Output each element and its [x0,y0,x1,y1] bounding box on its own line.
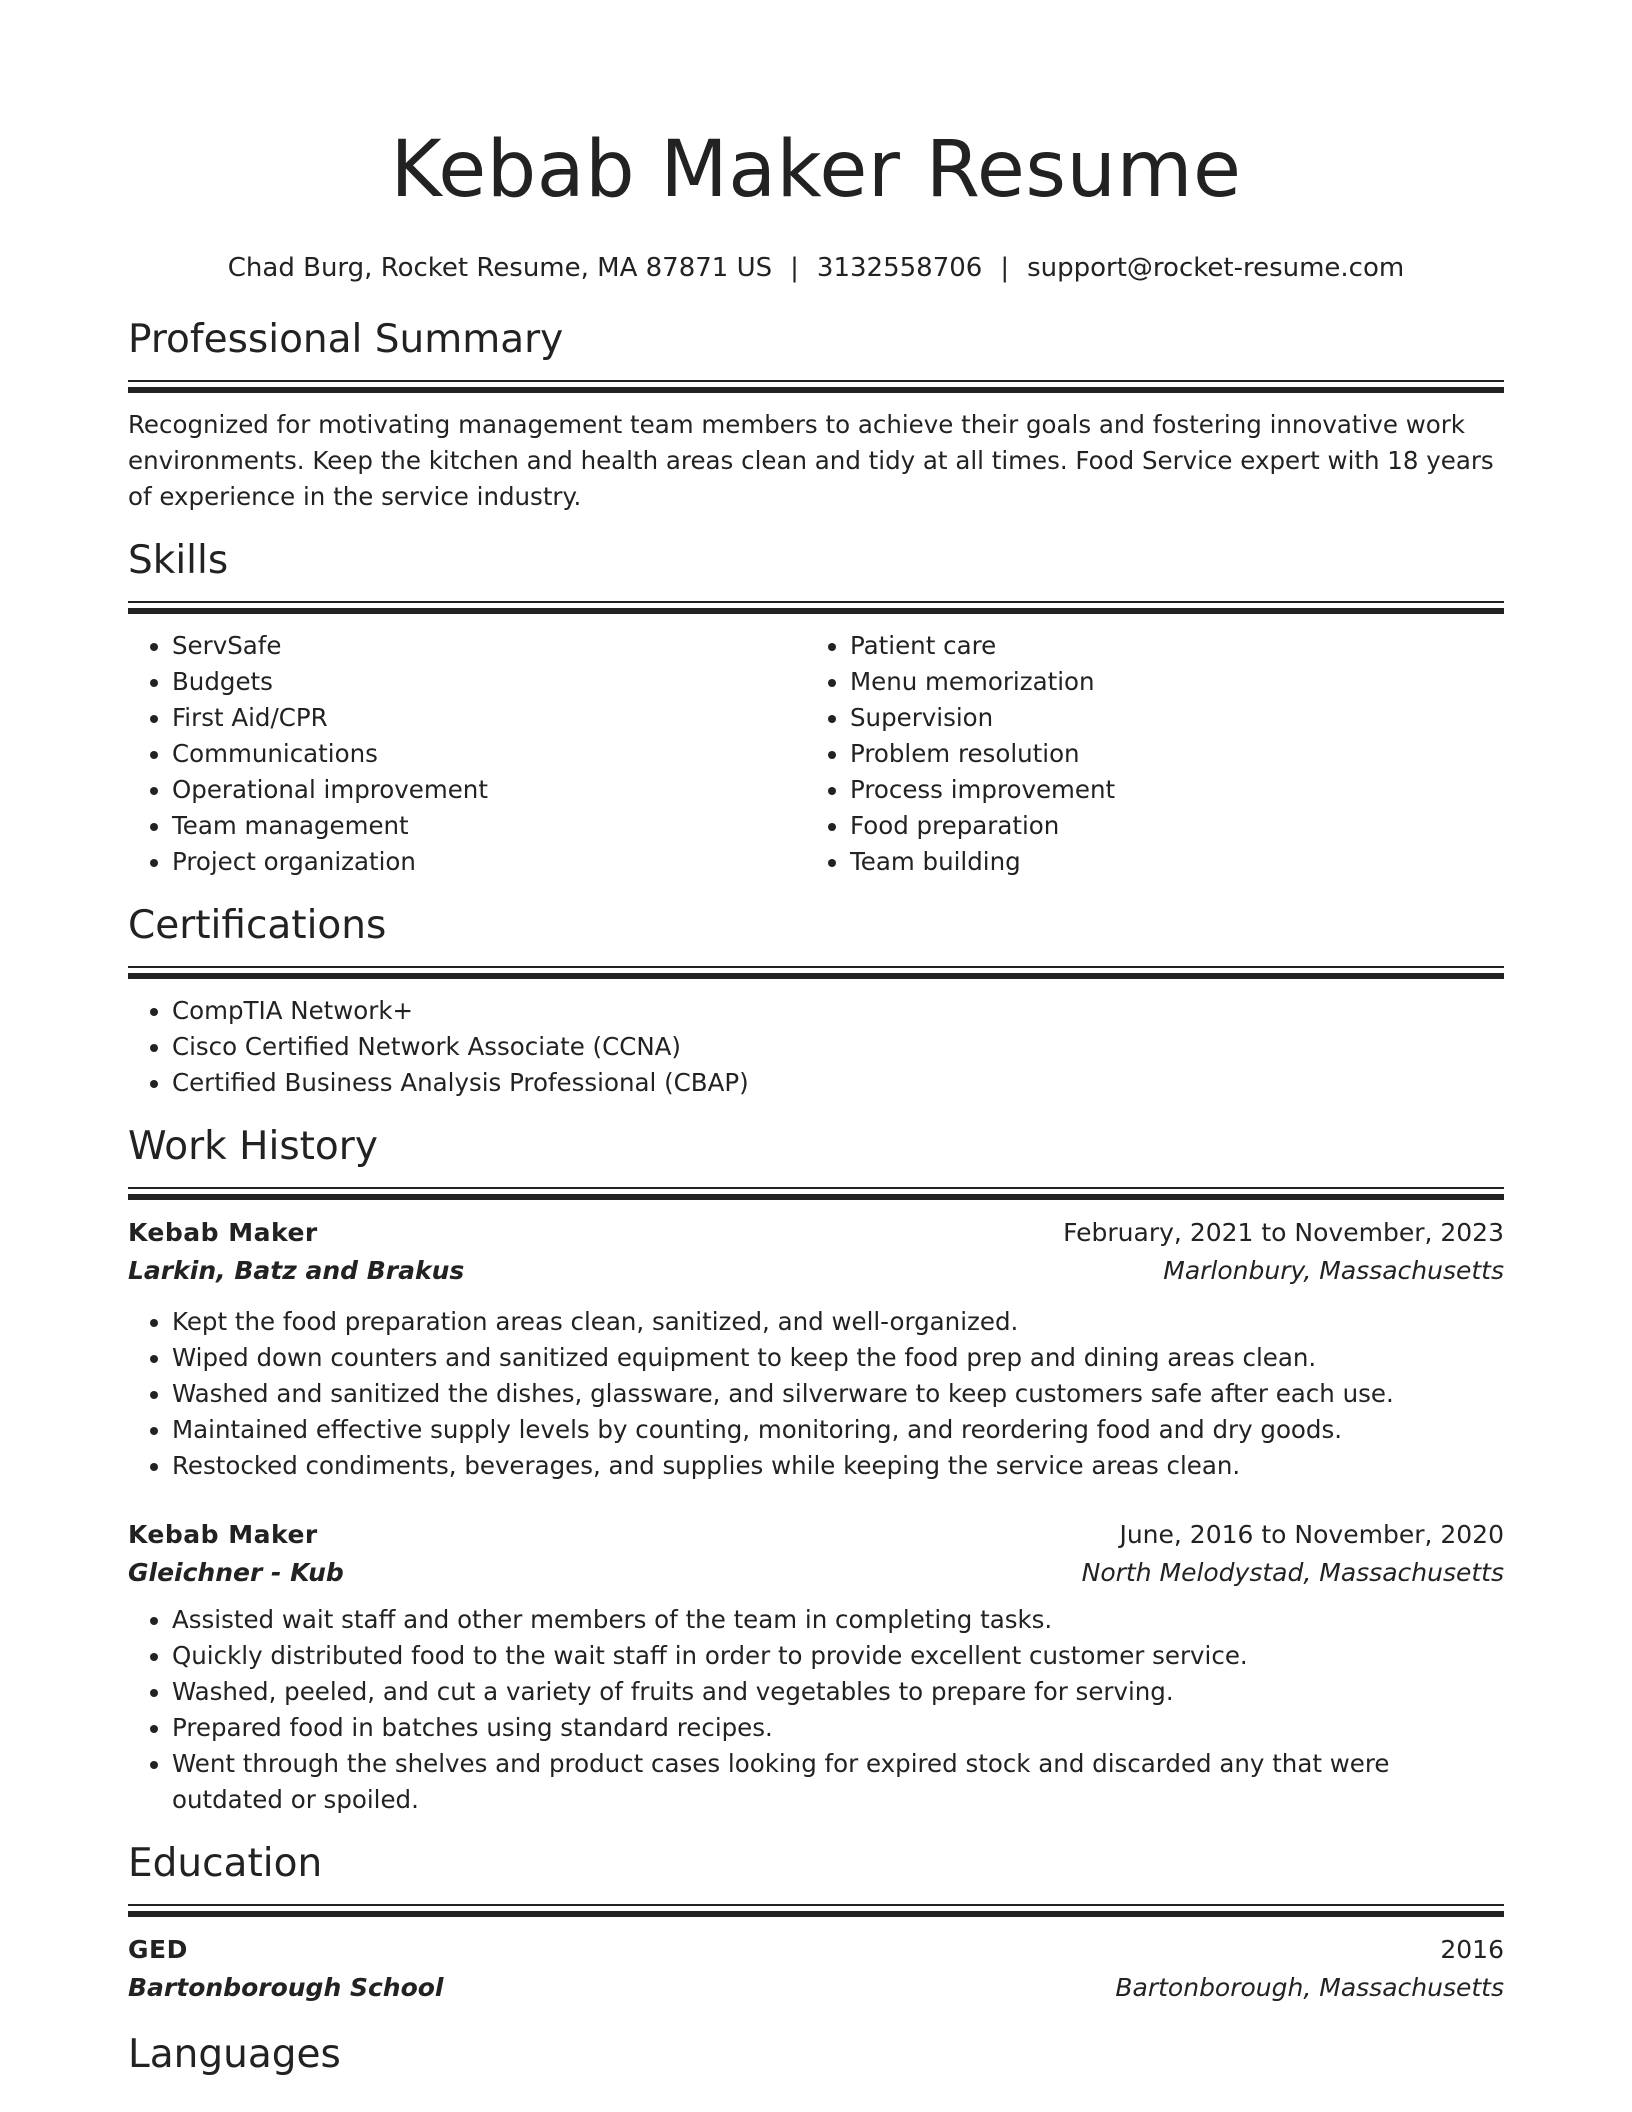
education-school-row [128,1969,1504,2007]
contact-phone: 3132558706 [816,253,983,283]
list-item: • Washed, peeled, and cut a variety of fruits and vegetables to prepare for serving. [172,1674,1504,1710]
list-item: • Prepared food in batches using standard recipes. [172,1710,1504,1746]
list-item: • Food preparation [850,808,1484,844]
job-title: Kebab Maker [128,1218,318,1247]
certifications-list [128,993,1504,1101]
section-divider [128,601,1504,614]
work-history-heading: Work History [128,1124,378,1169]
list-item: • Assisted wait staff and other members of the team in completing tasks. [172,1602,1504,1638]
list-item: • Restocked condiments, beverages, and supplies while keeping the service areas clean. [172,1448,1504,1484]
languages-section [128,2029,1504,2081]
section-divider [128,380,1504,393]
list-item: • Maintained effective supply levels by counting, monitoring, and reordering food and dry goods. [172,1412,1504,1448]
list-item: • Patient care [850,628,1484,664]
contact-separator: | [790,253,799,283]
education-school: Bartonborough School [128,1973,444,2002]
education-section [128,1838,1504,2007]
list-item: • Menu memorization [850,664,1484,700]
list-item: • Process improvement [850,772,1484,808]
list-item: • ServSafe [172,628,806,664]
education-location: Bartonborough, Massachusetts [1115,1973,1504,2002]
job-company-row [128,1554,1504,1592]
summary-text: Recognized for motivating management team members to achieve their goals and fostering innovative work environments. Keep the kitchen and health areas clean and tidy at all times. Food Service expert with 18 years of experience in the service industry. [128,410,1494,511]
skills-section [128,535,1504,880]
list-item: • Communications [172,736,806,772]
job-company: Gleichner - Kub [128,1558,344,1587]
work-history-section [128,1121,1504,1818]
list-item: • CompTIA Network+ [172,993,1504,1029]
list-item: • Kept the food preparation areas clean, sanitized, and well-organized. [172,1304,1504,1340]
job-duties-list [128,1304,1504,1484]
list-item: • Washed and sanitized the dishes, glassware, and silverware to keep customers safe after each use. [172,1376,1504,1412]
education-entry [128,1931,1504,2007]
skills-left-list [128,628,806,880]
job-entry [128,1516,1504,1818]
list-item: • Cisco Certified Network Associate (CCNA) [172,1029,1504,1065]
languages-heading: Languages [128,2032,341,2077]
list-item: • Wiped down counters and sanitized equipment to keep the food prep and dining areas clean. [172,1340,1504,1376]
job-location: North Melodystad, Massachusetts [1081,1558,1504,1587]
education-degree: GED [128,1935,188,1964]
certifications-heading: Certifications [128,903,387,948]
list-item: • Problem resolution [850,736,1484,772]
list-item: • First Aid/CPR [172,700,806,736]
list-item: • Went through the shelves and product cases looking for expired stock and discarded any that were outdated or spoiled. [172,1746,1504,1818]
education-heading: Education [128,1841,323,1886]
list-item: • Team management [172,808,806,844]
resume-title: Kebab Maker Resume [390,125,1242,215]
list-item: • Supervision [850,700,1484,736]
job-entry [128,1214,1504,1484]
skills-right-list [806,628,1484,880]
list-item: • Operational improvement [172,772,806,808]
skills-grid [128,628,1504,880]
list-item: • Budgets [172,664,806,700]
summary-section [128,314,1504,515]
job-header-row [128,1516,1504,1554]
job-header-row [128,1214,1504,1252]
job-dates: June, 2016 to November, 2020 [1119,1520,1504,1549]
job-duties-list [128,1602,1504,1818]
contact-separator: | [1000,253,1010,283]
job-location: Marlonbury, Massachusetts [1163,1256,1504,1285]
education-header-row [128,1931,1504,1969]
job-company: Larkin, Batz and Brakus [128,1256,465,1285]
job-title: Kebab Maker [128,1520,318,1549]
list-item: • Quickly distributed food to the wait staff in order to provide excellent customer service. [172,1638,1504,1674]
section-divider [128,966,1504,979]
contact-email: support@rocket-resume.com [1027,253,1405,283]
list-item: • Certified Business Analysis Professional (CBAP) [172,1065,1504,1101]
list-item: • Project organization [172,844,806,880]
list-item: • Team building [850,844,1484,880]
contact-address: Chad Burg, Rocket Resume, MA 87871 US [227,253,773,283]
summary-heading: Professional Summary [128,317,564,362]
contact-line [128,250,1504,286]
education-year: 2016 [1440,1935,1504,1964]
certifications-section [128,900,1504,1101]
job-dates: February, 2021 to November, 2023 [1063,1218,1504,1247]
section-divider [128,1904,1504,1917]
job-company-row [128,1252,1504,1290]
section-divider [128,1187,1504,1200]
skills-heading: Skills [128,538,229,583]
